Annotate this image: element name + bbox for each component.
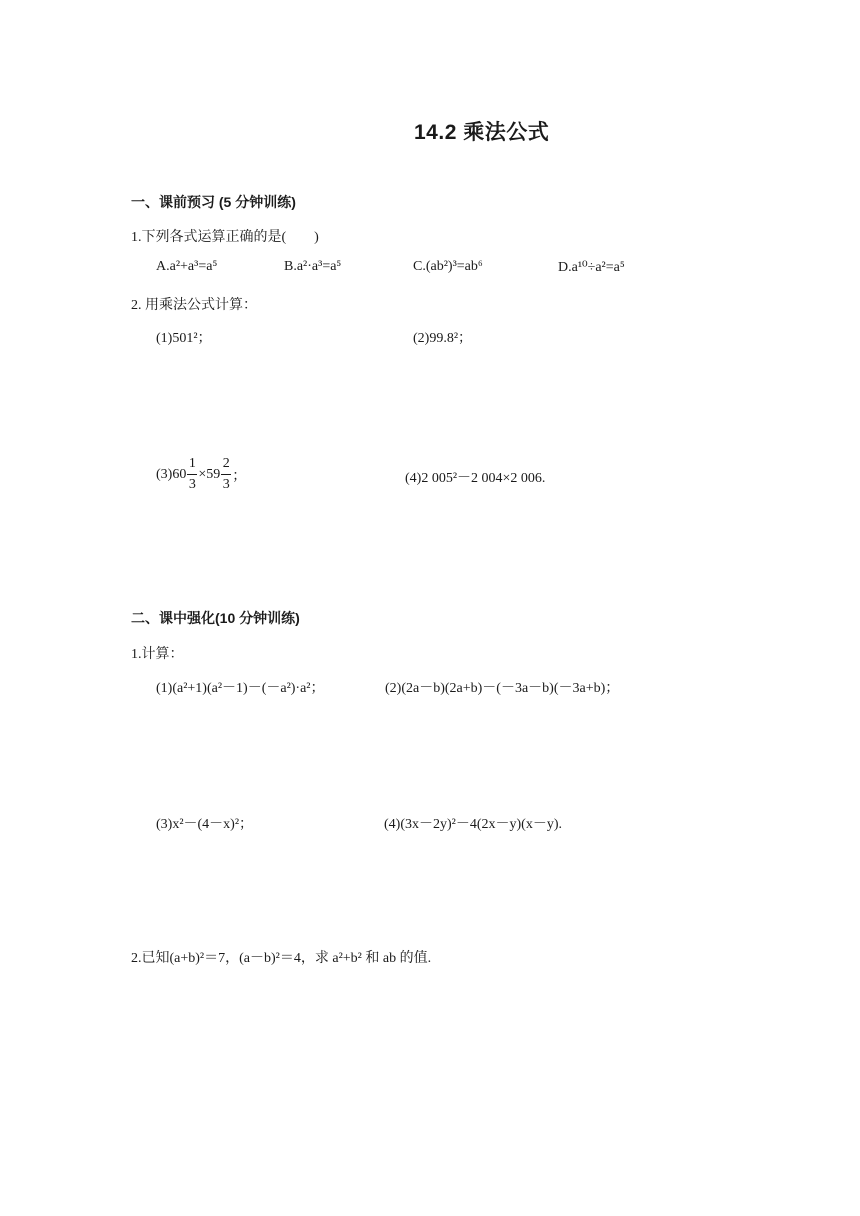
problem-2-3-suffix: ； <box>232 468 247 484</box>
fraction-bar <box>187 474 197 475</box>
fraction-numerator: 2 <box>222 456 230 471</box>
fraction-one-third <box>187 455 197 494</box>
section-2-heading: 二、课中强化(10 分钟训练) <box>131 610 300 626</box>
section-1-heading: 一、课前预习 (5 分钟训练) <box>131 194 296 210</box>
option-a: A.a²+a³=a⁵ <box>156 259 218 274</box>
fraction-numerator: 1 <box>188 456 196 471</box>
problem-s2-3: (3)x²－(4－x)²； <box>156 817 254 832</box>
question-s2-2-stem: 2.已知(a+b)²＝7，(a－b)²＝4，求 a²+b² 和 ab 的值. <box>131 951 432 966</box>
question-2-stem: 2. 用乘法公式计算： <box>131 298 257 313</box>
question-s2-1-stem: 1.计算： <box>131 647 184 662</box>
option-b: B.a²·a³=a⁵ <box>284 259 342 274</box>
problem-2-3-mid: ×59 <box>198 466 221 482</box>
problem-s2-2: (2)(2a－b)(2a+b)－(－3a－b)(－3a+b)； <box>385 681 620 696</box>
question-1-stem: 1.下列各式运算正确的是( ) <box>131 230 319 245</box>
option-d: D.a¹⁰÷a²=a⁵ <box>558 260 625 275</box>
option-c: C.(ab²)³=ab⁶ <box>413 259 483 274</box>
problem-2-3 <box>156 455 246 494</box>
problem-s2-4: (4)(3x－2y)²－4(2x－y)(x－y). <box>384 817 562 832</box>
problem-2-1: (1)501²； <box>156 331 212 346</box>
fraction-denominator: 3 <box>222 477 230 492</box>
fraction-bar <box>221 474 231 475</box>
problem-2-2: (2)99.8²； <box>413 331 473 346</box>
problem-2-4: (4)2 005²－2 004×2 006. <box>405 471 546 486</box>
problem-2-3-prefix: (3)60 <box>156 466 187 482</box>
fraction-two-thirds <box>221 455 231 494</box>
fraction-denominator: 3 <box>188 477 196 492</box>
problem-s2-1: (1)(a²+1)(a²－1)－(－a²)·a²； <box>156 681 325 696</box>
page-title: 14.2 乘法公式 <box>414 121 550 144</box>
